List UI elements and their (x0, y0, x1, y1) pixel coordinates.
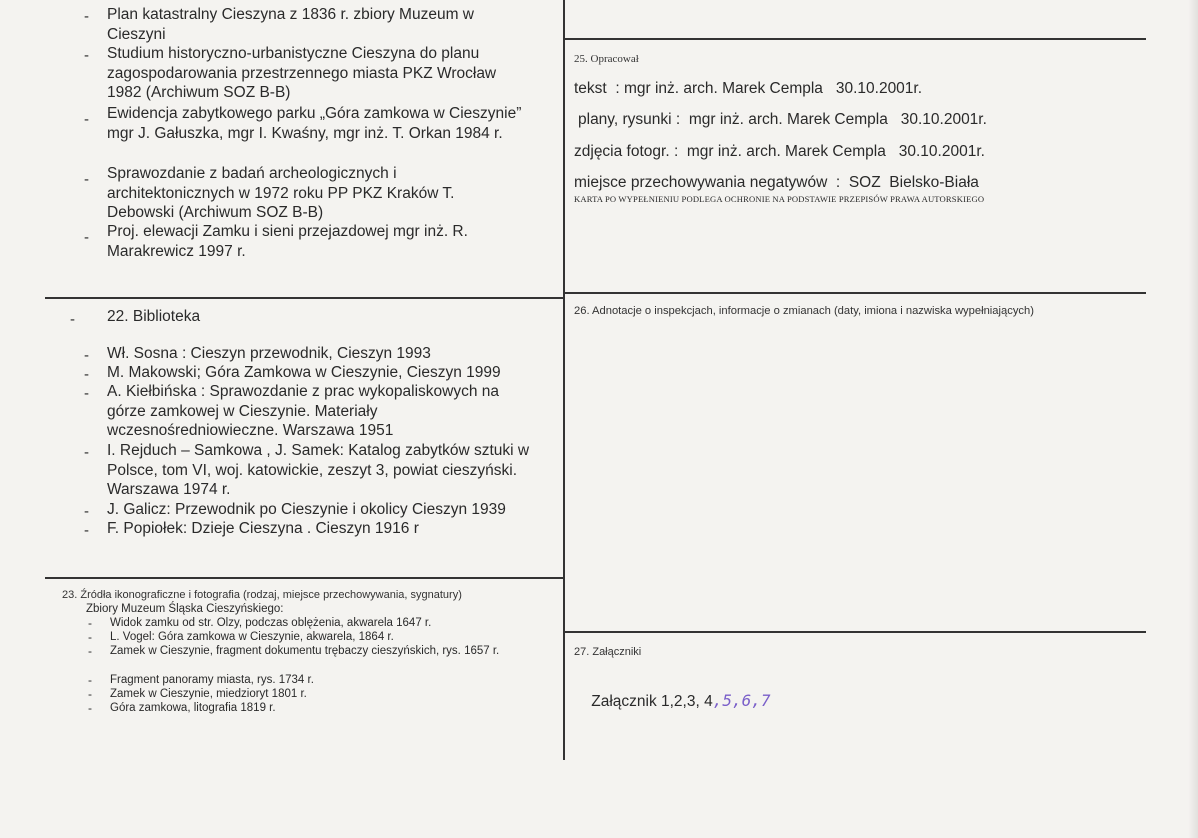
dash-bullet: - (84, 171, 89, 188)
dash-bullet: - (84, 522, 89, 539)
list-item (84, 519, 557, 539)
divider-left-zrodla (45, 577, 565, 579)
list-item (84, 164, 557, 222)
dash-bullet: - (84, 503, 89, 520)
divider-right-top (563, 38, 1146, 40)
biblioteka-text: F. Popiołek: Dzieje Cieszyna . Cieszyn 1916 r (107, 520, 419, 537)
list-item (88, 701, 550, 716)
list-item (88, 630, 550, 645)
zrodla-text: Fragment panoramy miasta, rys. 1734 r. (110, 674, 314, 686)
biblioteka-title: 22. Biblioteka (107, 308, 201, 325)
adnotacje-title: 26. Adnotacje o inspekcjach, informacje o zmianach (daty, imiona i nazwiska wypełniających) (574, 305, 1034, 317)
zalaczniki-handwritten: ,5,6,7 (712, 691, 771, 710)
list-item (84, 344, 557, 364)
dash-bullet: - (84, 385, 89, 402)
dash-bullet: - (84, 229, 89, 246)
biblioteka-text: M. Makowski; Góra Zamkowa w Cieszynie, Cieszyn 1999 (107, 364, 501, 381)
opracowal-title: 25. Opracował (574, 53, 639, 65)
zrodla-title: 23. Źródła ikonograficzne i fotografia (rodzaj, miejsce przechowywania, sygnatury) (62, 589, 462, 601)
dash-bullet: - (84, 444, 89, 461)
divider-right-adnotacje (563, 292, 1146, 294)
dash-bullet: - (84, 111, 89, 128)
sources-list (84, 5, 557, 262)
opracowal-tekst: tekst : mgr inż. arch. Marek Cempla 30.10.2001r. (574, 80, 923, 97)
zalaczniki-title: 27. Załączniki (574, 646, 642, 658)
list-item (88, 687, 550, 702)
dash-bullet: - (84, 347, 89, 364)
source-text: Proj. elewacji Zamku i sieni przejazdowej mgr inż. R. Marakrewicz 1997 r. (107, 223, 468, 260)
zalaczniki-typed: Załącznik 1,2,3, 4 (591, 693, 713, 710)
zrodla-text: L. Vogel: Góra zamkowa w Cieszynie, akwarela, 1864 r. (110, 631, 394, 643)
opracowal-plany: plany, rysunki : mgr inż. arch. Marek Cempla 30.10.2001r. (578, 111, 987, 128)
biblioteka-text: J. Galicz: Przewodnik po Cieszynie i okolicy Cieszyn 1939 (107, 501, 506, 518)
zrodla-text: Zamek w Cieszynie, fragment dokumentu trębaczy cieszyńskich, rys. 1657 r. (110, 645, 500, 657)
dash-bullet: - (70, 311, 75, 328)
list-item (84, 363, 557, 383)
dash-bullet: - (88, 616, 92, 630)
opracowal-miejsce: miejsce przechowywania negatywów : SOZ Bielsko-Biała (574, 174, 979, 191)
column-divider (563, 0, 565, 760)
dash-bullet: - (88, 673, 92, 687)
dash-bullet: - (84, 47, 89, 64)
copyright-notice: KARTA PO WYPEŁNIENIU PODLEGA OCHRONIE NA PODSTAWIE PRZEPISÓW PRAWA AUTORSKIEGO (574, 194, 985, 204)
zrodla-subtitle: Zbiory Muzeum Śląska Cieszyńskiego: (86, 603, 284, 615)
zrodla-text: Góra zamkowa, litografia 1819 r. (110, 702, 276, 714)
dash-bullet: - (88, 630, 92, 644)
source-text: Sprawozdanie z badań archeologicznych i architektonicznych w 1972 roku PP PKZ Kraków T. Debowski (Archiwum SOZ B-B) (107, 165, 455, 222)
source-text: Studium historyczno-urbanistyczne Cieszyna do planu zagospodarowania przestrzennego miasta PKZ Wrocław 1982 (Archiwum SOZ B-B) (107, 45, 497, 102)
list-item (88, 616, 550, 631)
divider-right-zalaczniki (563, 631, 1146, 633)
zrodla-text: Widok zamku od str. Olzy, podczas oblężenia, akwarela 1647 r. (110, 617, 432, 629)
dash-bullet: - (88, 687, 92, 701)
biblioteka-text: Wł. Sosna : Cieszyn przewodnik, Cieszyn 1993 (107, 345, 431, 362)
source-text: Ewidencja zabytkowego parku „Góra zamkowa w Cieszynie” mgr J. Gałuszka, mgr I. Kwaśny, mgr inż. T. Orkan 1984 r. (107, 105, 522, 142)
dash-bullet: - (88, 644, 92, 658)
zrodla-list (88, 616, 550, 716)
list-item (84, 44, 557, 104)
scan-edge (1188, 0, 1198, 838)
list-item (84, 382, 557, 441)
list-item (84, 500, 557, 520)
divider-left-biblioteka (45, 297, 565, 299)
opracowal-zdjecia: zdjęcia fotogr. : mgr inż. arch. Marek Cempla 30.10.2001r. (574, 143, 985, 160)
list-item (84, 222, 557, 262)
biblioteka-list (84, 344, 557, 539)
list-item (84, 104, 557, 164)
dash-bullet: - (84, 8, 89, 25)
biblioteka-text: A. Kiełbińska : Sprawozdanie z prac wykopaliskowych na górze zamkowej w Cieszynie. Materiały wczesnośredniowieczne. Warszawa 1951 (107, 383, 499, 440)
list-item (88, 644, 550, 674)
biblioteka-text: I. Rejduch – Samkowa , J. Samek: Katalog zabytków sztuki w Polsce, tom VI, woj. katowickie, zeszyt 3, powiat cieszyński. Warszawa 1974 r. (107, 442, 530, 499)
zalaczniki-content (574, 673, 771, 729)
dash-bullet: - (88, 701, 92, 715)
list-item (88, 673, 550, 688)
list-item (84, 441, 557, 500)
list-item (84, 5, 557, 44)
zrodla-text: Zamek w Cieszynie, miedzioryt 1801 r. (110, 688, 307, 700)
dash-bullet: - (84, 366, 89, 383)
source-text: Plan katastralny Cieszyna z 1836 r. zbiory Muzeum w Cieszyni (107, 6, 474, 43)
